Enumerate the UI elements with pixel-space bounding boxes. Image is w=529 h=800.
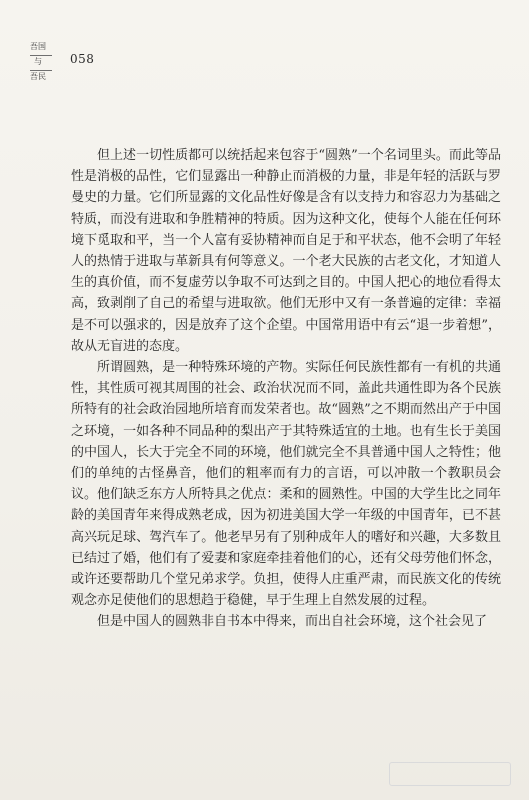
page-number: 058 (70, 52, 95, 66)
book-title-mid: 与 (34, 57, 42, 66)
book-title-bottom: 吾民 (30, 72, 46, 81)
watermark-logo (389, 762, 511, 786)
paragraph: 但上述一切性质都可以统括起来包容于“圆熟”一个名词里头。而此等品性是消极的品性，它们显露出一种静止而消极的力量，非是年轻的活跃与罗曼史的力量。它们所显露的文化品性好像是含有以支持力和容忍力为基础之特质，而没有进取和争胜精神的特质。因为这种文化，使每个人能在任何环境下觅取和平，当一个人富有妥协精神而自足于和平状态，他不会明了年轻人的热情于进取与革新具有何等意义。一个老大民族的古老文化，才知道人生的真价值，而不复虚劳以争取不可达到之目的。中国人把心的地位看得太高，致剥削了自己的希望与进取欲。他们无形中又有一条普遍的定律：幸福是不可以强求的，因是放弃了这个企望。中国常用语中有云“退一步着想”，故从无盲进的态度。 (71, 148, 501, 354)
book-title-top: 吾国 (30, 42, 46, 51)
body-text (71, 145, 501, 633)
paragraph: 所谓圆熟，是一种特殊环境的产物。实际任何民族性都有一有机的共通性，其性质可视其周围的社会、政治状况而不同，盖此共通性即为各个民族所特有的社会政治园地所培育而发荣者也。故“圆熟”之不期而然出产于中国之环境，一如各种不同品种的梨出产于其特殊适宜的土地。也有生长于美国的中国人，长大于完全不同的环境，他们就完全不具普通中国人之特性；他们的单纯的古怪鼻音，他们的粗率而有力的言语，可以冲散一个教职员会议。他们缺乏东方人所特具之优点：柔和的圆熟性。中国的大学生比之同年龄的美国青年来得成熟老成，因为初进美国大学一年级的中国青年，已不甚高兴玩足球、驾汽车了。他老早另有了别种成年人的嗜好和兴趣，大多数且已结过了婚，他们有了爱妻和家庭牵挂着他们的心，还有父母劳他们怀念，或许还要帮助几个堂兄弟求学。负担，使得人庄重严肃，而民族文化的传统观念亦足使他们的思想趋于稳健，早于生理上自然发展的过程。 (71, 360, 501, 609)
running-header (30, 40, 150, 80)
paragraph: 但是中国人的圆熟非自书本中得来，而出自社会环境，这个社会见了 (97, 614, 488, 630)
